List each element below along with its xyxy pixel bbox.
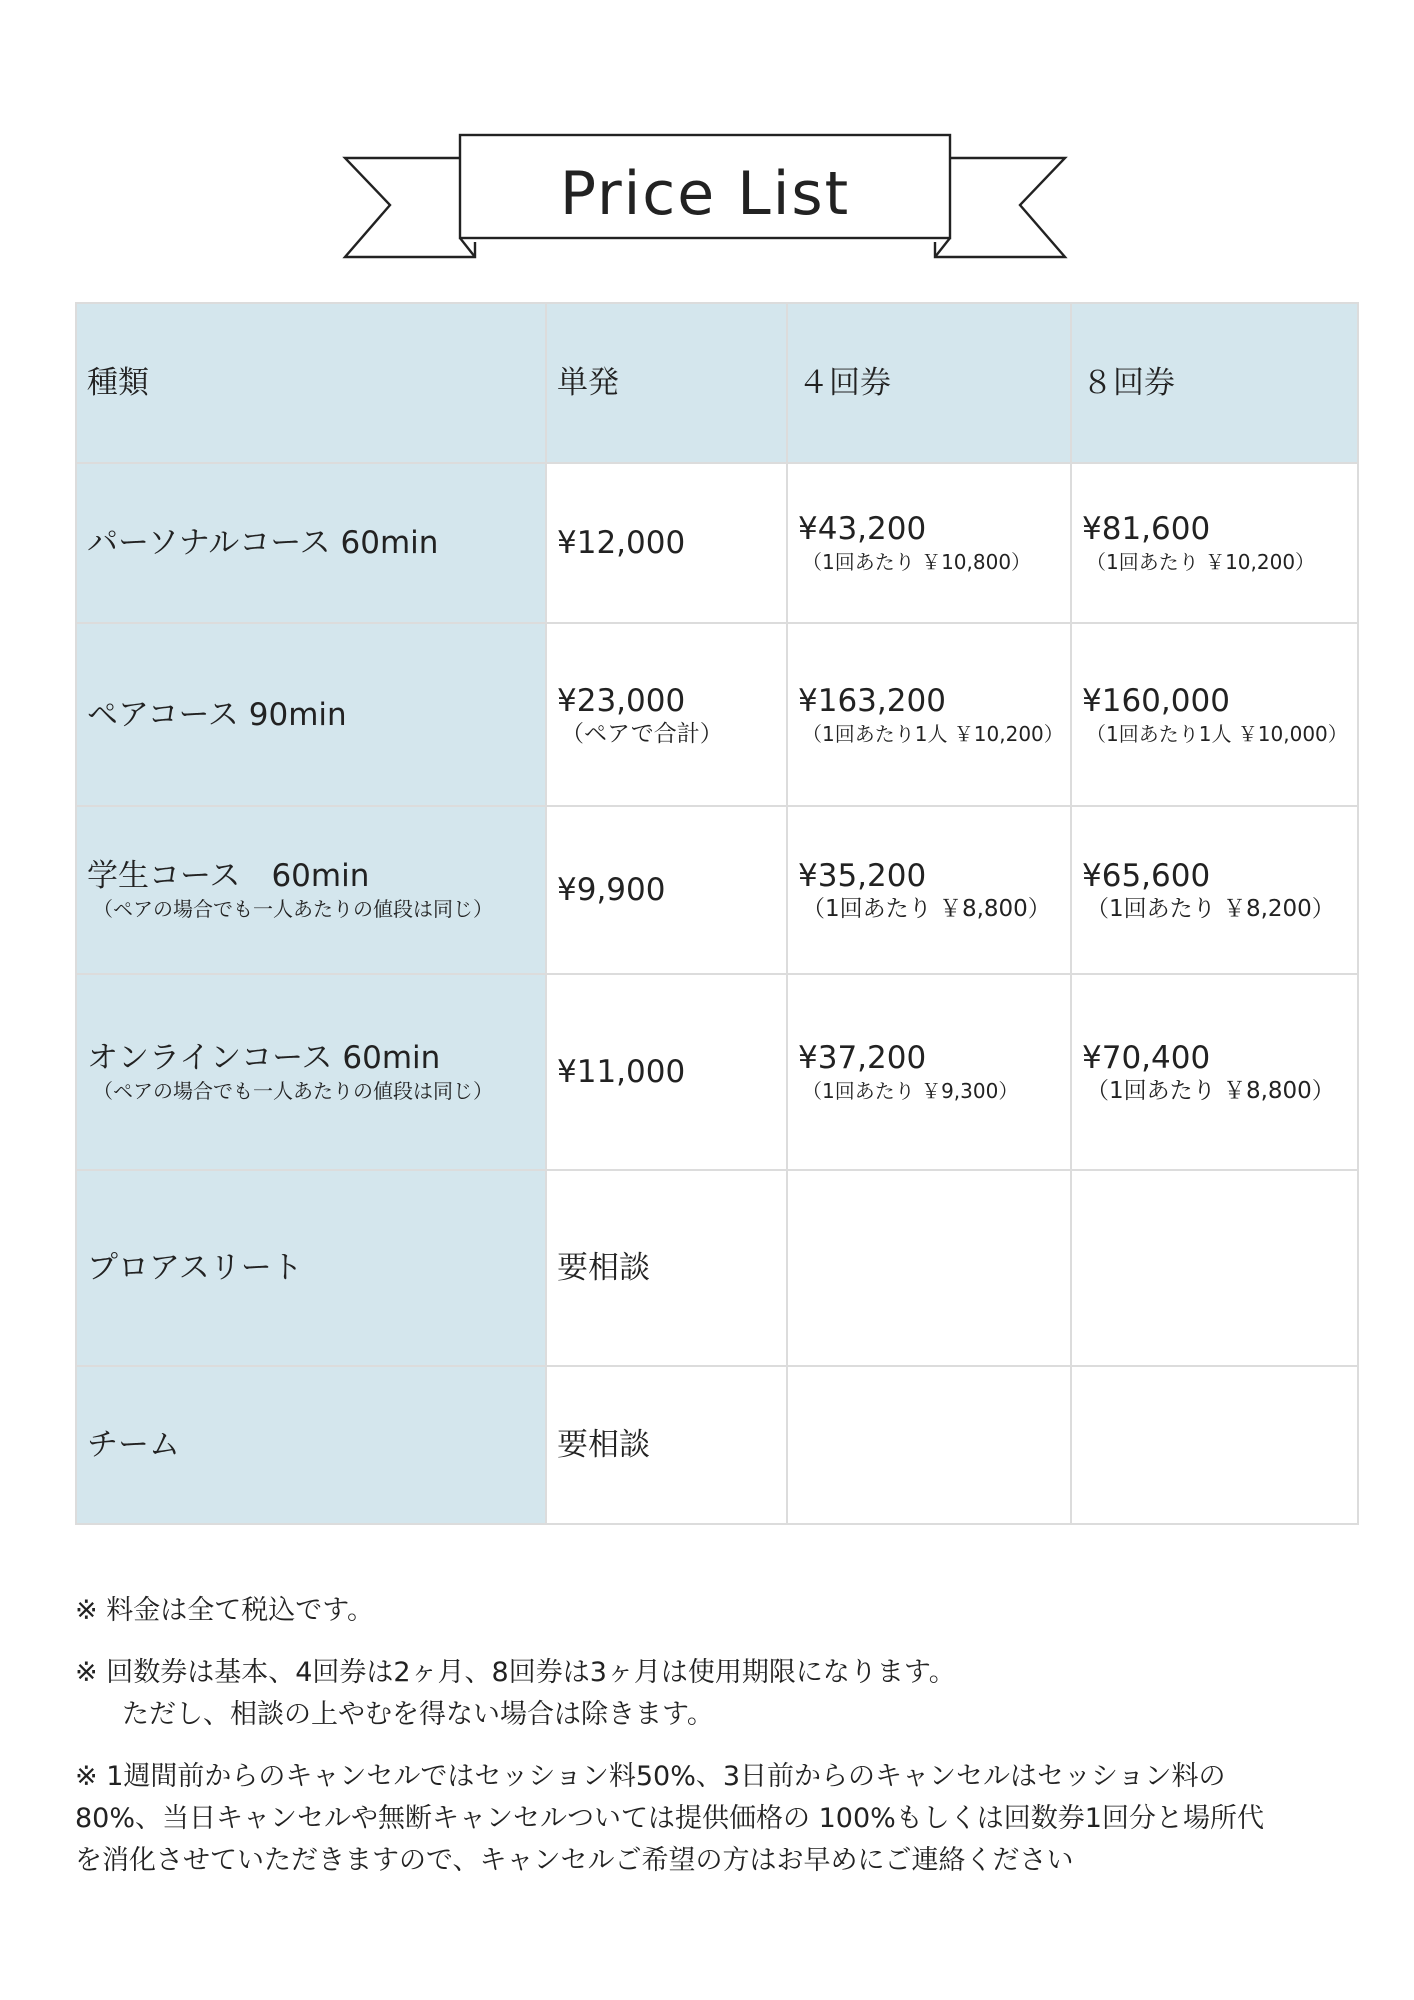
- single-price: 要相談: [546, 1366, 787, 1524]
- table-row: [76, 623, 1358, 806]
- page-title: Price List: [559, 159, 851, 229]
- eight-ticket-price: [1071, 1170, 1358, 1366]
- four-ticket-price: ¥35,200 （1回あたり ￥8,800）: [787, 806, 1071, 974]
- note-line: ただし、相談の上やむを得ない場合は除きます。: [122, 1699, 714, 1730]
- eight-ticket-price: ¥81,600 （1回あたり ￥10,200）: [1071, 463, 1358, 623]
- eight-ticket-price: ¥160,000 （1回あたり1人 ￥10,000）: [1071, 623, 1358, 806]
- course-label: チーム: [76, 1366, 546, 1524]
- note-line: ※ 料金は全て税込です。: [75, 1595, 375, 1626]
- note-line: を消化させていただきますので、キャンセルご希望の方はお早めにご連絡ください: [75, 1845, 1074, 1876]
- table-row: [76, 463, 1358, 623]
- note-ticket-expiry: [75, 1652, 1375, 1736]
- four-ticket-price: [787, 1366, 1071, 1524]
- single-price: ¥23,000 （ペアで合計）: [546, 623, 787, 806]
- note-line: ※ 回数券は基本、4回券は2ヶ月、8回券は3ヶ月は使用期限になります。: [75, 1657, 956, 1688]
- note-tax: [75, 1590, 1375, 1632]
- table-row: [76, 1366, 1358, 1524]
- table-row: [76, 1170, 1358, 1366]
- course-label: 学生コース 60min （ペアの場合でも一人あたりの値段は同じ）: [76, 806, 546, 974]
- single-price: 要相談: [546, 1170, 787, 1366]
- table-row: [76, 974, 1358, 1170]
- course-label: プロアスリート: [76, 1170, 546, 1366]
- single-price: ¥9,900: [546, 806, 787, 974]
- four-ticket-price: ¥43,200 （1回あたり ￥10,800）: [787, 463, 1071, 623]
- four-ticket-price: ¥163,200 （1回あたり1人 ￥10,200）: [787, 623, 1071, 806]
- course-label: パーソナルコース 60min: [76, 463, 546, 623]
- note-line: ※ 1週間前からのキャンセルではセッション料50%、3日前からのキャンセルはセッション料の: [75, 1761, 1226, 1792]
- price-table: [75, 302, 1359, 1525]
- eight-ticket-price: [1071, 1366, 1358, 1524]
- header-type: 種類: [76, 303, 546, 463]
- table-row: [76, 806, 1358, 974]
- course-label: ペアコース 90min: [76, 623, 546, 806]
- title-banner: [340, 130, 1070, 265]
- note-cancellation: [75, 1756, 1375, 1882]
- course-label: オンラインコース 60min （ペアの場合でも一人あたりの値段は同じ）: [76, 974, 546, 1170]
- header-single: 単発: [546, 303, 787, 463]
- single-price: ¥11,000: [546, 974, 787, 1170]
- notes-section: [75, 1590, 1375, 1902]
- note-line: 80%、当日キャンセルや無断キャンセルついては提供価格の 100%もしくは回数券1回分と場所代: [75, 1803, 1264, 1834]
- header-eight-ticket: ８回券: [1071, 303, 1358, 463]
- four-ticket-price: ¥37,200 （1回あたり ￥9,300）: [787, 974, 1071, 1170]
- table-header-row: [76, 303, 1358, 463]
- eight-ticket-price: ¥65,600 （1回あたり ￥8,200）: [1071, 806, 1358, 974]
- eight-ticket-price: ¥70,400 （1回あたり ￥8,800）: [1071, 974, 1358, 1170]
- four-ticket-price: [787, 1170, 1071, 1366]
- header-four-ticket: ４回券: [787, 303, 1071, 463]
- single-price: ¥12,000: [546, 463, 787, 623]
